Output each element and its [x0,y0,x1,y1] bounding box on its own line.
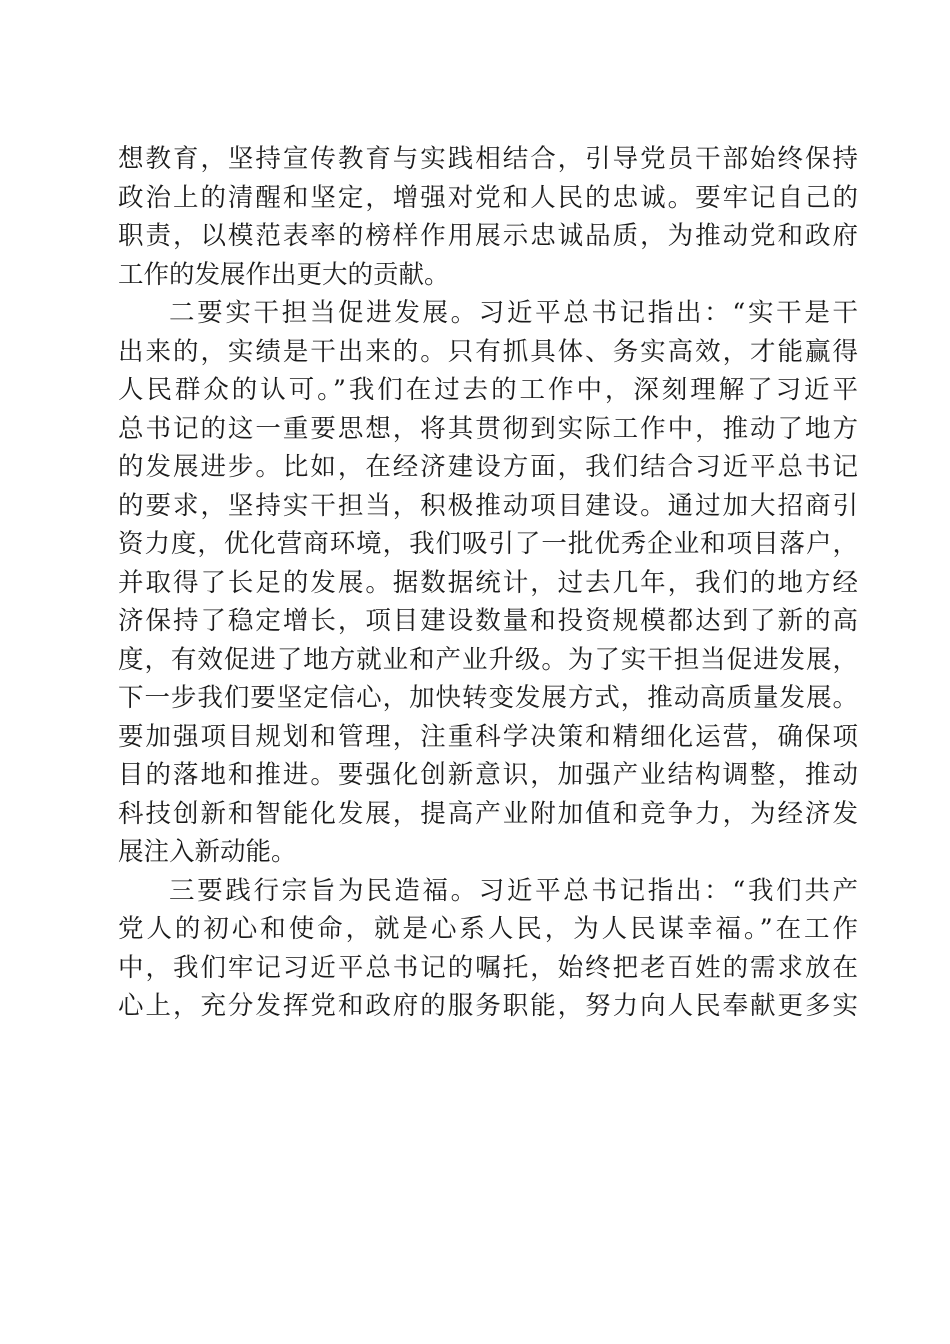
text-line: 济保持了稳定增长，项目建设数量和投资规模都达到了新的高 [118,606,858,636]
text-line: 政治上的清醒和坚定，增强对党和人民的忠诚。要牢记自己的 [118,182,858,213]
text-line: 工作的发展作出更大的贡献。 [118,259,450,290]
text-line: 要加强项目规划和管理，注重科学决策和精细化运营，确保项 [118,721,858,752]
text-line: 展注入新动能。 [118,837,297,867]
text-line: 目的落地和推进。要强化创新意识，加强产业结构调整，推动 [118,760,858,790]
text-line: 中，我们牢记习近平总书记的嘱托，始终把老百姓的需求放在 [118,952,858,983]
text-line: 出来的，实绩是干出来的。只有抓具体、务实高效，才能赢得 [118,336,858,367]
text-line: 总书记的这一重要思想，将其贯彻到实际工作中，推动了地方 [118,413,858,444]
text-line: 职责，以模范表率的榜样作用展示忠诚品质，为推动党和政府 [118,221,858,251]
text-line: 并取得了长足的发展。据数据统计，过去几年，我们的地方经 [118,567,858,598]
text-line: 党人的初心和使命，就是心系人民，为人民谋幸福。”在工作 [118,914,858,944]
text-line: 科技创新和智能化发展，提高产业附加值和竞争力，为经济发 [118,798,858,829]
text-line: 人民群众的认可。”我们在过去的工作中，深刻理解了习近平 [118,375,858,405]
text-line: 的要求，坚持实干担当，积极推动项目建设。通过加大招商引 [118,490,858,521]
text-line: 度，有效促进了地方就业和产业升级。为了实干担当促进发展， [118,644,858,675]
text-line: 的发展进步。比如，在经济建设方面，我们结合习近平总书记 [118,452,858,482]
text-line: 资力度，优化营商环境，我们吸引了一批优秀企业和项目落户， [118,529,858,559]
text-line: 想教育，坚持宣传教育与实践相结合，引导党员干部始终保持 [118,144,858,174]
text-line: 下一步我们要坚定信心，加快转变发展方式，推动高质量发展。 [118,683,858,713]
paragraph-start-line: 二要实干担当促进发展。习近平总书记指出：“实干是干 [169,298,858,328]
paragraph-start-line: 三要践行宗旨为民造福。习近平总书记指出：“我们共产 [169,875,858,906]
body-text [118,140,858,1026]
text-line: 心上，充分发挥党和政府的服务职能，努力向人民奉献更多实 [118,991,858,1021]
